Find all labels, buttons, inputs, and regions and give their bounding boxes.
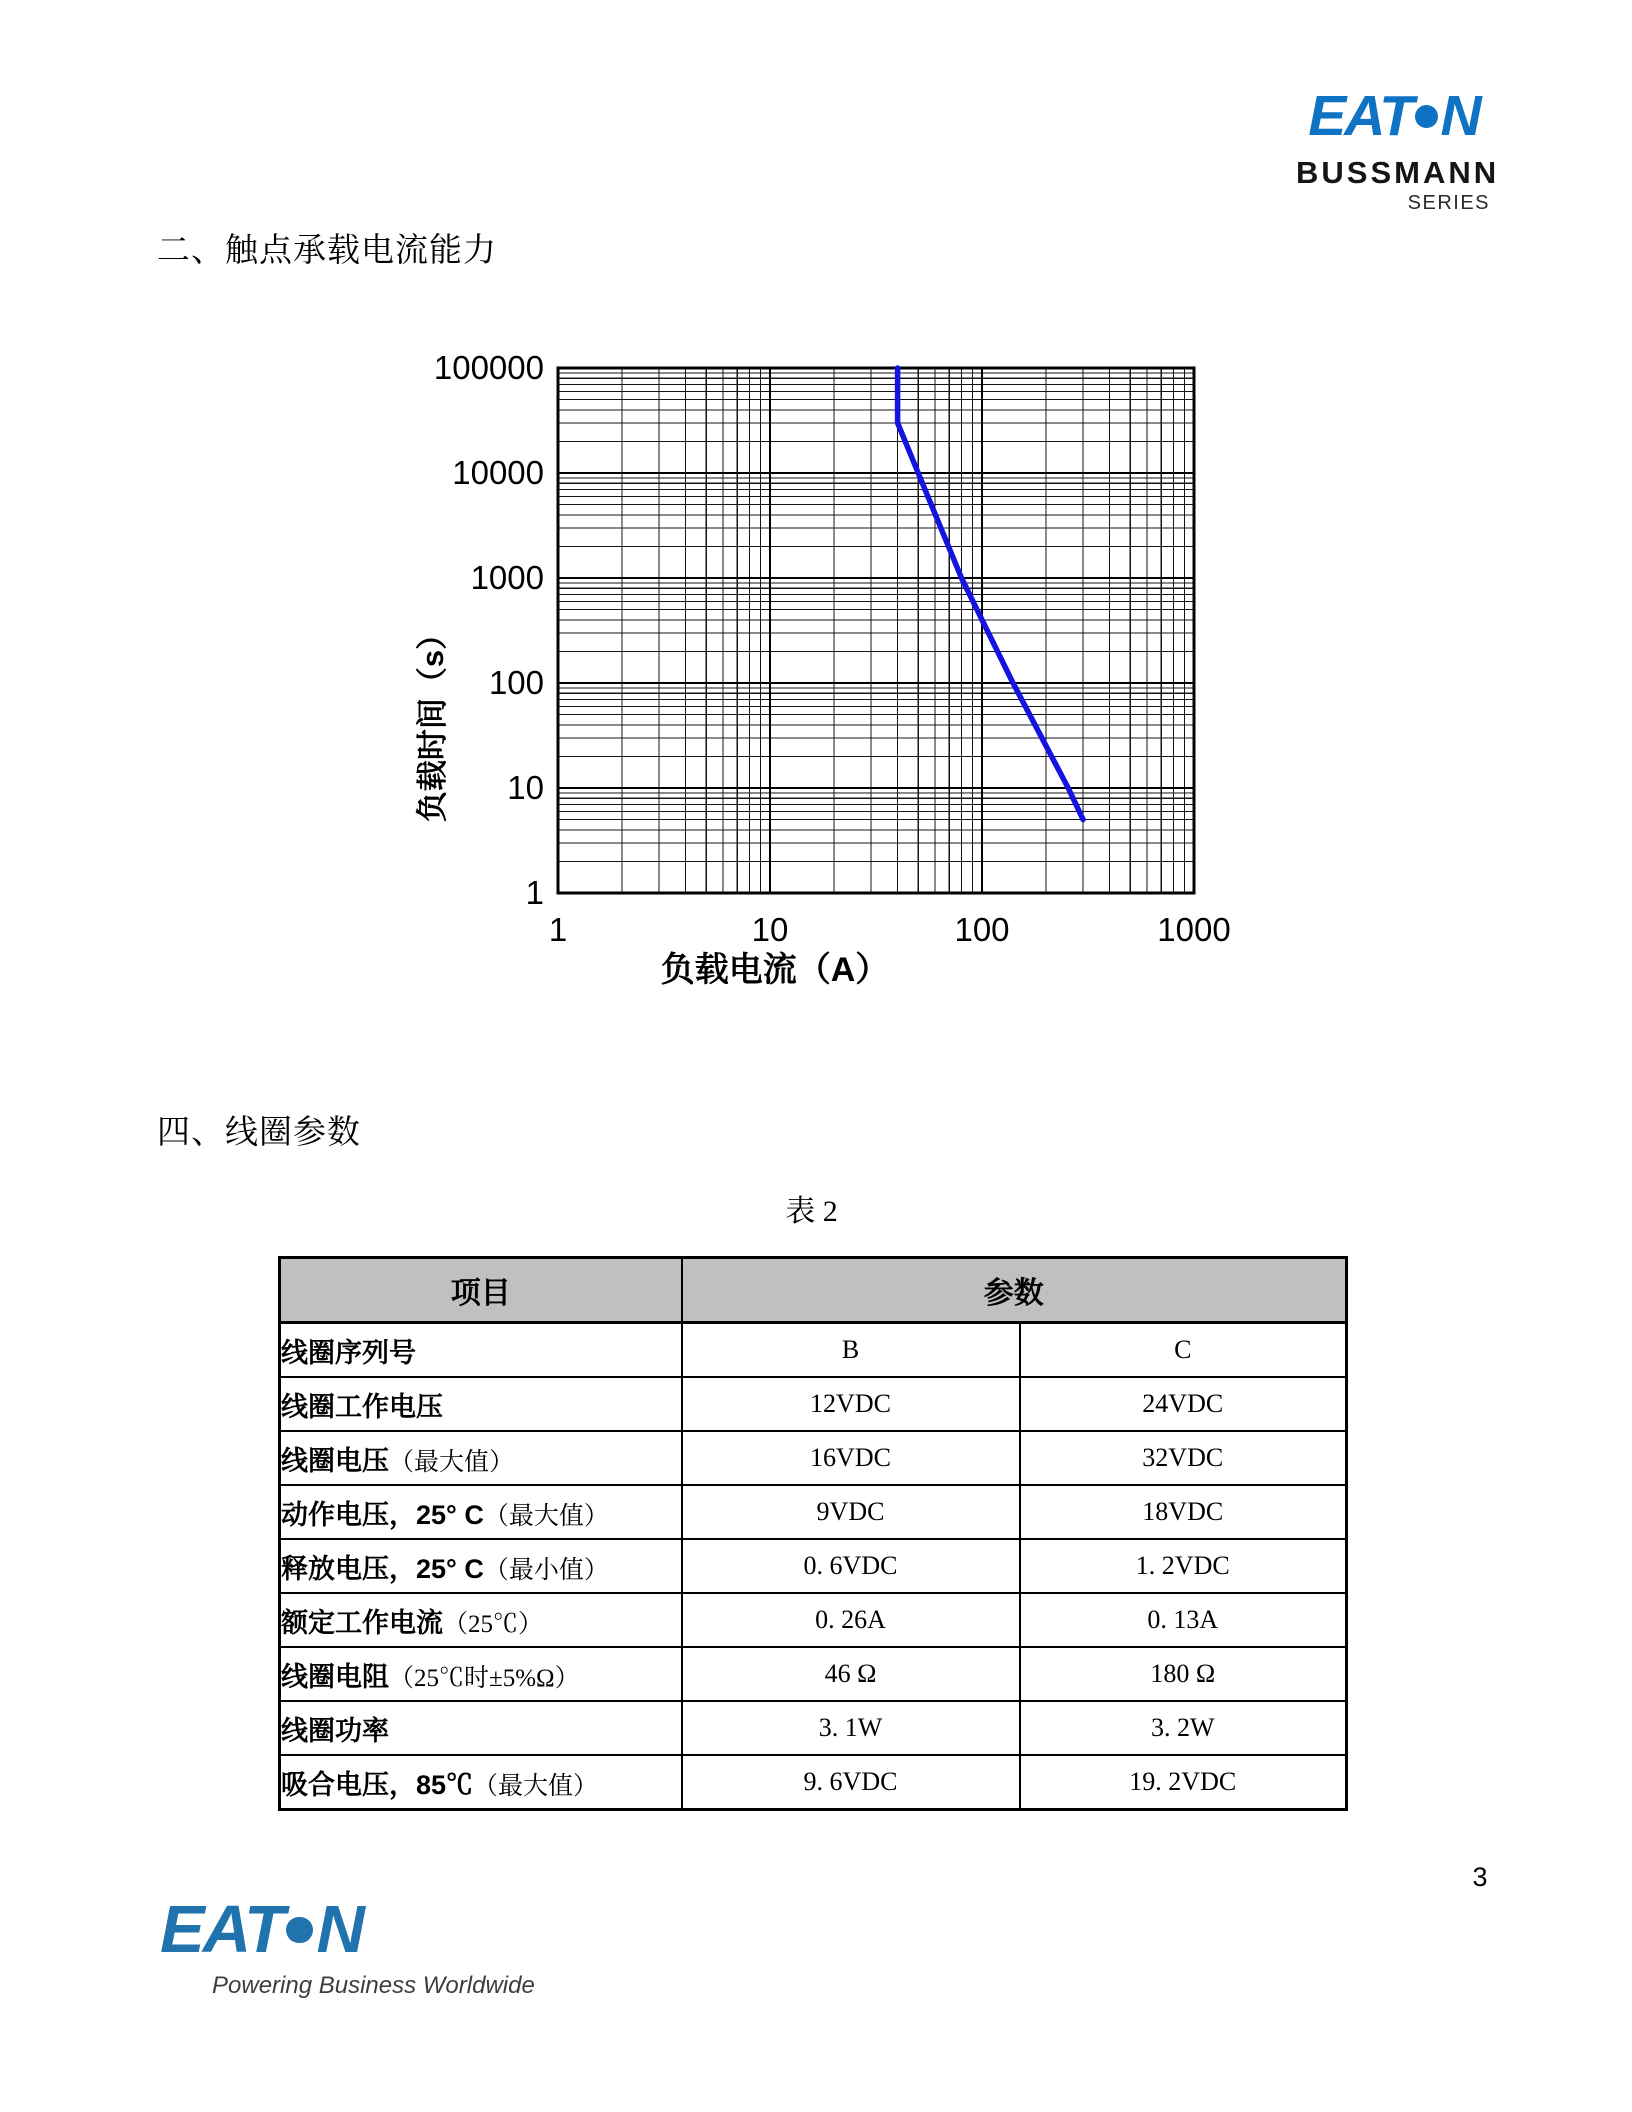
x-tick-label: 1000: [1157, 911, 1231, 948]
value-b-cell: 46 Ω: [682, 1647, 1020, 1701]
table-header-row: [280, 1258, 1347, 1323]
x-tick-label: 100: [954, 911, 1010, 948]
chart-svg: [395, 340, 1275, 1030]
value-b-cell: 9. 6VDC: [682, 1755, 1020, 1810]
item-cell: 线圈功率: [280, 1701, 682, 1755]
value-b-cell: 0. 6VDC: [682, 1539, 1020, 1593]
value-c-cell: 24VDC: [1020, 1377, 1347, 1431]
value-c-cell: C: [1020, 1323, 1347, 1378]
item-cell: 线圈电阻（25℃时±5%Ω）: [280, 1647, 682, 1701]
item-cell: 释放电压，25° C（最小值）: [280, 1539, 682, 1593]
item-cell: 吸合电压，85℃（最大值）: [280, 1755, 682, 1810]
value-c-cell: 180 Ω: [1020, 1647, 1347, 1701]
y-tick-label: 100000: [433, 349, 544, 386]
table-row: [280, 1431, 1347, 1485]
value-c-cell: 32VDC: [1020, 1431, 1347, 1485]
section-heading-coil: 四、线圈参数: [157, 1115, 361, 1151]
coil-table-body: [280, 1323, 1347, 1810]
header-brand: [1296, 84, 1500, 214]
value-c-cell: 0. 13A: [1020, 1593, 1347, 1647]
section-heading-contact: 二、触点承载电流能力: [157, 233, 497, 269]
item-cell: 线圈电压（最大值）: [280, 1431, 682, 1485]
footer-eaton-o-dot-icon: [286, 1917, 313, 1944]
eaton-logo-text-pre: EAT: [1308, 84, 1413, 148]
footer-eaton-text-pre: EAT: [160, 1892, 284, 1967]
value-c-cell: 19. 2VDC: [1020, 1755, 1347, 1810]
value-c-cell: 3. 2W: [1020, 1701, 1347, 1755]
value-b-cell: 12VDC: [682, 1377, 1020, 1431]
y-tick-label: 1: [525, 874, 544, 911]
table-caption: 表 2: [785, 1195, 838, 1228]
footer-eaton-text-post: N: [316, 1892, 363, 1967]
value-c-cell: 18VDC: [1020, 1485, 1347, 1539]
eaton-logo-o-dot-icon: [1415, 105, 1438, 128]
table-row: [280, 1539, 1347, 1593]
plot-border: [558, 368, 1194, 893]
y-axis-title: 负载时间（s）: [415, 618, 450, 823]
value-b-cell: 0. 26A: [682, 1593, 1020, 1647]
coil-parameter-table: [278, 1256, 1348, 1811]
brand-tagline: Powering Business Worldwide: [212, 1972, 535, 1999]
item-cell: 额定工作电流（25℃）: [280, 1593, 682, 1647]
eaton-logo: [1296, 84, 1492, 148]
table-row: [280, 1485, 1347, 1539]
x-tick-label: 1: [548, 911, 568, 948]
eaton-logo-text-post: N: [1440, 84, 1480, 148]
y-tick-label: 1000: [470, 559, 544, 596]
value-b-cell: 16VDC: [682, 1431, 1020, 1485]
value-c-cell: 1. 2VDC: [1020, 1539, 1347, 1593]
grid-major: [558, 368, 1194, 893]
item-cell: 线圈工作电压: [280, 1377, 682, 1431]
bussmann-wordmark: BUSSMANN: [1296, 155, 1500, 190]
item-cell: 动作电压，25° C（最大值）: [280, 1485, 682, 1539]
y-tick-label: 100: [488, 664, 544, 701]
header-cell-item: 项目: [280, 1258, 682, 1323]
y-tick-label: 10: [507, 769, 544, 806]
table-row: [280, 1593, 1347, 1647]
value-b-cell: 9VDC: [682, 1485, 1020, 1539]
grid-minor: [558, 368, 1194, 893]
footer-brand: [160, 1892, 535, 2000]
item-cell: 线圈序列号: [280, 1323, 682, 1378]
header-cell-param: 参数: [682, 1258, 1347, 1323]
load-time-current-chart: [395, 340, 1275, 1030]
x-axis-title: 负载电流（A）: [660, 951, 890, 989]
table-row: [280, 1755, 1347, 1810]
value-b-cell: B: [682, 1323, 1020, 1378]
table-row: [280, 1323, 1347, 1378]
table-row: [280, 1377, 1347, 1431]
x-tick-label: 10: [751, 911, 789, 948]
value-b-cell: 3. 1W: [682, 1701, 1020, 1755]
table-row: [280, 1647, 1347, 1701]
footer-eaton-logo: [160, 1892, 500, 1967]
series-wordmark: SERIES: [1407, 192, 1490, 214]
table-row: [280, 1701, 1347, 1755]
page-number: 3: [1472, 1862, 1488, 1892]
y-tick-label: 10000: [452, 454, 544, 491]
